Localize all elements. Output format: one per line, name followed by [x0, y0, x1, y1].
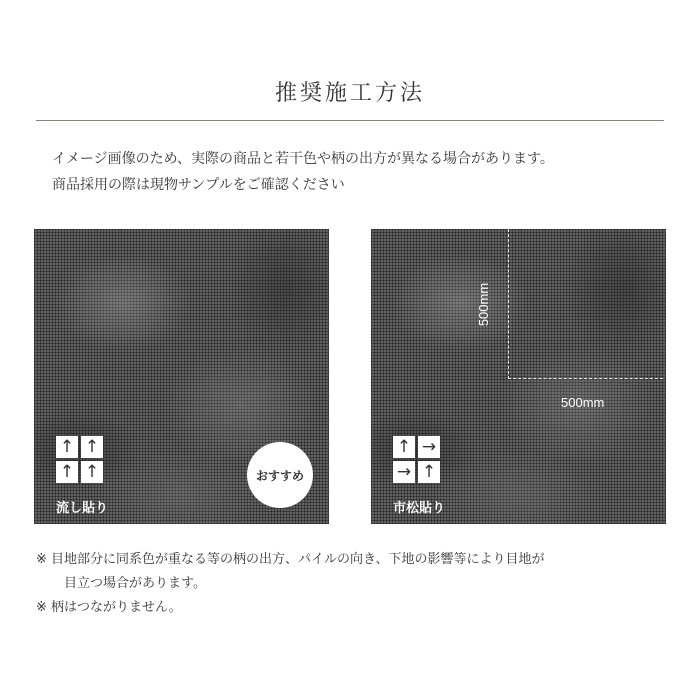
arrow-up-icon: ↑ [56, 436, 78, 458]
description [52, 146, 662, 198]
install-method-label: 市松貼り [393, 501, 446, 516]
carpet-tile-image-left [34, 229, 329, 524]
recommend-badge: おすすめ [247, 442, 313, 508]
title-divider [36, 120, 664, 121]
note-1-line-2: 目立つ場合があります。 [64, 576, 206, 591]
dimension-vertical-label: 500mm [476, 282, 492, 326]
description-line-2: 商品採用の際は現物サンプルをご確認ください [52, 177, 345, 193]
arrow-right-icon: → [393, 461, 415, 483]
page-title: 推奨施工方法 [274, 81, 425, 106]
install-method-label: 流し貼り [56, 501, 109, 516]
layout-arrow-grid [56, 436, 103, 483]
layout-arrow-grid [393, 436, 440, 483]
carpet-tile-image-right [371, 229, 666, 524]
notes [36, 548, 676, 620]
arrow-up-icon: ↑ [393, 436, 415, 458]
arrow-right-icon: → [418, 436, 440, 458]
dimension-horizontal-label: 500mm [561, 395, 605, 410]
note-2: ※ 柄はつながりません。 [36, 600, 182, 615]
arrow-up-icon: ↑ [81, 436, 103, 458]
arrow-up-icon: ↑ [81, 461, 103, 483]
arrow-up-icon: ↑ [418, 461, 440, 483]
note-1-line-1: ※ 目地部分に同系色が重なる等の柄の出方、パイルの向き、下地の影響等により目地が [36, 552, 545, 567]
dimension-vertical [469, 269, 499, 339]
arrow-up-icon: ↑ [56, 461, 78, 483]
description-line-1: イメージ画像のため、実際の商品と若干色や柄の出方が異なる場合があります。 [52, 151, 554, 167]
tile-size-outline [508, 229, 663, 379]
